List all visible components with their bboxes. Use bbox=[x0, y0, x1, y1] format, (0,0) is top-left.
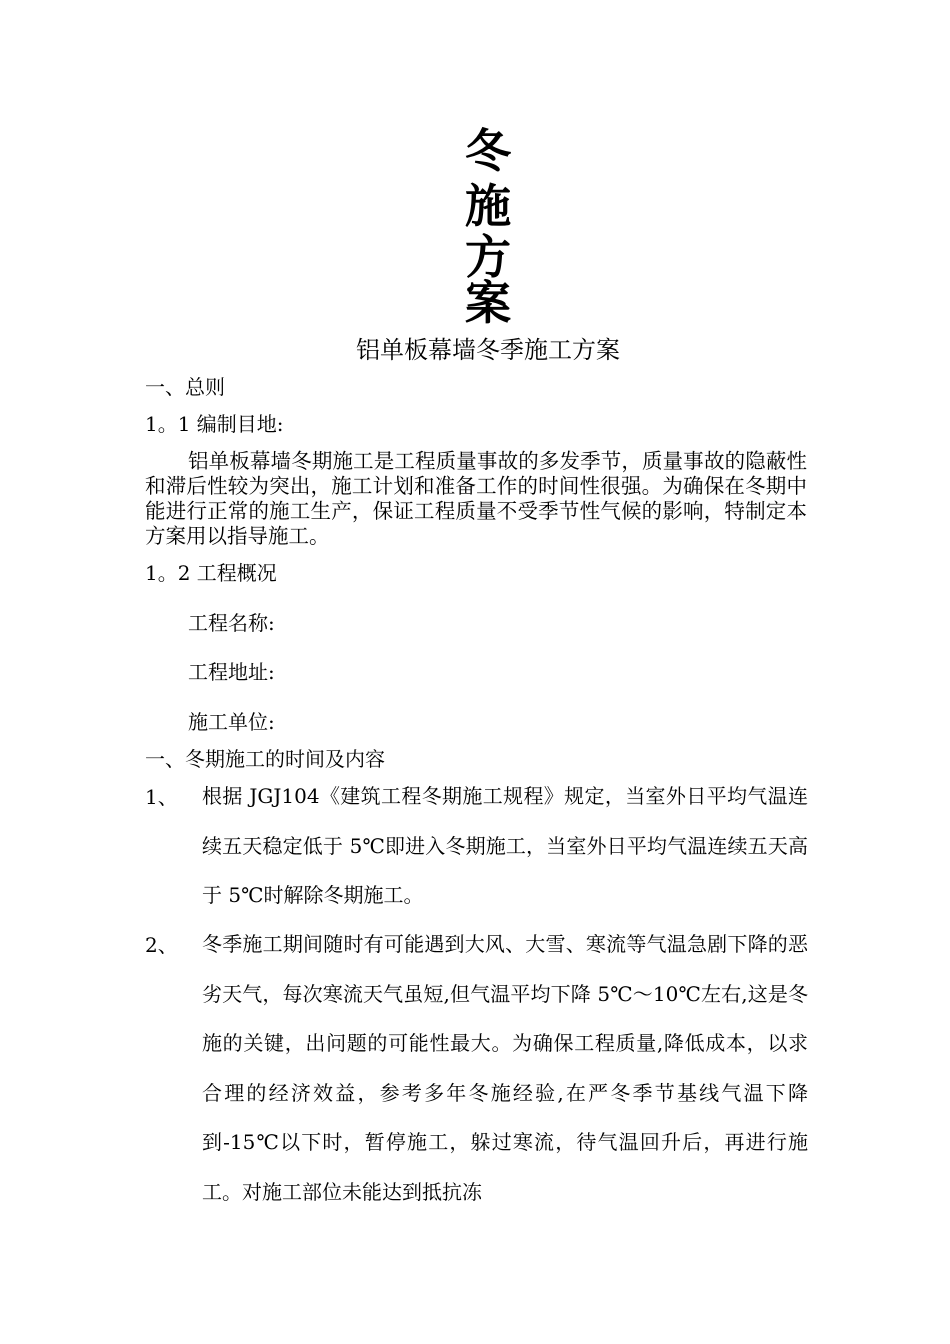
purpose-paragraph: 铝单板幕墙冬期施工是工程质量事故的多发季节，质量事故的隐蔽性和滞后性较为突出，施工计划和准备工作的时间性很强。为确保在冬期中能进行正常的施工生产，保证工程质量不受季节性气候的影响，特制定本方案用以指导施工。 bbox=[145, 449, 807, 548]
section-heading-winter-period: 一、冬期施工的时间及内容 bbox=[145, 747, 385, 771]
title-char-4: 案 bbox=[465, 276, 511, 330]
subsection-heading-purpose: 1。1 编制目地: bbox=[145, 412, 284, 436]
document-subtitle: 铝单板幕墙冬季施工方案 bbox=[356, 336, 620, 364]
project-name-label: 工程名称: bbox=[188, 611, 275, 635]
subsection-heading-overview: 1。2 工程概况 bbox=[145, 561, 277, 585]
list-item-number: 1、 bbox=[145, 785, 178, 809]
title-char-1: 冬 bbox=[465, 124, 511, 178]
construction-unit-label: 施工单位: bbox=[188, 710, 275, 734]
project-address-label: 工程地址: bbox=[188, 660, 275, 684]
title-char-2: 施 bbox=[465, 179, 511, 233]
list-item-text: 冬季施工期间随时有可能遇到大风、大雪、寒流等气温急剧下降的恶劣天气，每次寒流天气虽短,但气温平均下降 5℃～10℃左右,这是冬施的关键，出问题的可能性最大。为确保工程质量,降低成本，以求合理的经济效益，参考多年冬施经验,在严冬季节基线气温下降到-15℃以下时，暂停施工，躲过寒流，待气温回升后，再进行施工。对施工部位未能达到抵抗冻 bbox=[202, 932, 808, 1204]
title-char-3: 方 bbox=[465, 230, 511, 284]
list-item-number: 2、 bbox=[145, 933, 178, 957]
list-item-text: 根据 JGJ104《建筑工程冬期施工规程》规定，当室外日平均气温连续五天稳定低于 5℃即进入冬期施工，当室外日平均气温连续五天高于 5℃时解除冬期施工。 bbox=[202, 784, 808, 907]
section-heading-general: 一、总则 bbox=[145, 375, 225, 399]
